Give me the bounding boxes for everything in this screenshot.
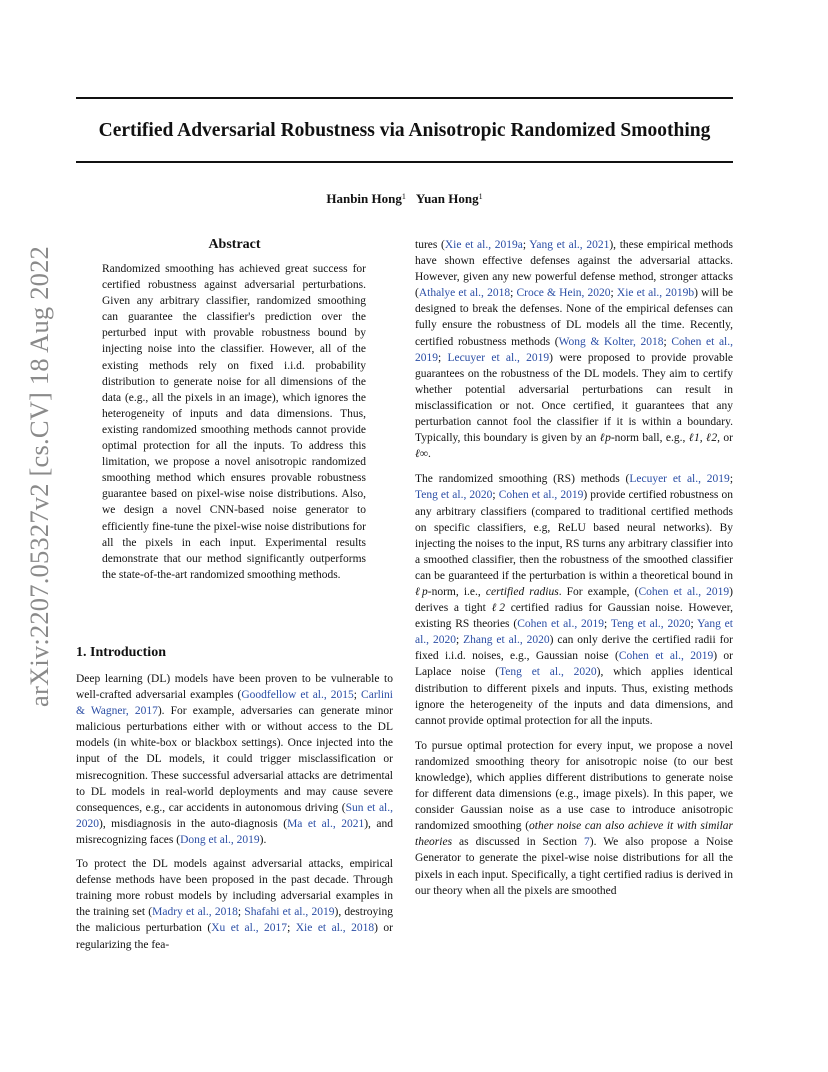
paragraph: Deep learning (DL) models have been proven to be vulnerable to well-crafted adversarial examples (Goodfellow et al., 2015; Carlini & Wagner, 2017). For example, adversaries can generate minor malicious perturbations either with or without access to the DL models (in white-box or blackbox settings). Once injected into the input of the DL models, it could trigger misclassification or misrecognition. These successful adversarial attacks are detrimental to DL models in real-world deployments and may cause severe consequences, e.g., car accidents in autonomous driving (Sun et al., 2020), misdiagnosis in the auto-diagnosis (Ma et al., 2021), and misrecognizing faces (Dong et al., 2019). <box>76 673 394 846</box>
paragraph: To protect the DL models against adversarial attacks, empirical defense methods have been proposed in the past decade. Through training more robust models by including adversarial examples in the training set (Madry et al., 2018; Shafahi et al., 2019), destroying the malicious perturbation (Xu et al., 2017; Xie et al., 2018) or regularizing the fea- <box>76 858 394 951</box>
section-heading-introduction: 1. Introduction <box>76 645 166 660</box>
section-link[interactable]: 7 <box>584 836 590 849</box>
citation-link[interactable]: Cohen et al., 2019 <box>498 489 584 502</box>
emphasis-text: certified radius <box>485 585 559 598</box>
citation-link[interactable]: Teng et al., 2020 <box>415 489 493 502</box>
paragraph: The randomized smoothing (RS) methods (Lecuyer et al., 2019; Teng et al., 2020; Cohen et al., 2019) provide certified robustness on any arbitrary classifiers (compared to traditional certified methods on specific classifiers, e.g, ReLU based neural networks). By injecting the noises to the input, RS turns any arbitrary classifier into a smoothed classifier, then the robustness of the smoothed classifier can be guaranteed if the perturbation is within a theoretical bound in ℓp-norm, i.e., certified radius. For example, (Cohen et al., 2019) derives a tight ℓ2 certified radius for Gaussian noise. However, existing RS theories (Cohen et al., 2019; Teng et al., 2020; Yang et al., 2020; Zhang et al., 2020) can only derive the certified radii for fixed i.i.d. noises, e.g., Gaussian noise (Cohen et al., 2019) or Laplace noise (Teng et al., 2020), which applies identical distribution to different pixels and inputs. Thus, existing methods ignore the heterogeneity of the inputs and data dimensions, and cannot provide optimal protection for all the inputs. <box>415 473 734 727</box>
citation-link[interactable]: Lecuyer et al., 2019 <box>629 473 730 486</box>
citation-link[interactable]: Xie et al., 2018 <box>295 922 375 935</box>
math-symbol: ℓ1, ℓ2 <box>688 432 718 445</box>
citation-link[interactable]: Teng et al., 2020 <box>610 618 691 631</box>
citation-link[interactable]: Athalye et al., 2018 <box>418 287 511 300</box>
arxiv-stamp <box>17 245 62 707</box>
math-symbol: ℓ2 <box>491 602 505 615</box>
right-column <box>415 237 733 899</box>
left-column <box>76 671 393 953</box>
math-symbol: ℓp <box>599 432 611 445</box>
arxiv-id: arXiv:2207.05327v2 [cs.CV] 18 Aug 2022 <box>24 245 55 707</box>
citation-link[interactable]: Lecuyer et al., 2019 <box>447 351 550 364</box>
citation-link[interactable]: Xu et al., 2017 <box>211 922 288 935</box>
citation-link[interactable]: Madry et al., 2018 <box>152 906 238 919</box>
math-symbol: ℓp <box>415 585 428 598</box>
citation-link[interactable]: Dong et al., 2019 <box>180 833 260 846</box>
author-affiliation: 1 <box>401 192 406 201</box>
citation-link[interactable]: Wong & Kolter, 2018 <box>558 335 664 348</box>
author-affiliation: 1 <box>478 192 483 201</box>
emphasis-text: other noise can also achieve it with similar theories <box>415 820 733 849</box>
top-rule <box>76 97 733 99</box>
abstract-heading: Abstract <box>208 237 261 252</box>
author-name: Yuan Hong <box>415 191 479 206</box>
citation-link[interactable]: Xie et al., 2019b <box>616 287 695 300</box>
citation-link[interactable]: Teng et al., 2020 <box>499 666 597 679</box>
abstract-body: Randomized smoothing has achieved great success for certified robustness against adversarial perturbations. Given any arbitrary classifier, randomized smoothing can guarantee the classifier's prediction over the perturbed input with provable robustness bound by injecting noise into the classifier. However, all of the existing methods rely on fixed i.i.d. probability distribution to generate noise for all dimensions of the data (e.g., all the pixels in an image), which ignores the heterogeneity of inputs and data dimensions. Thus, existing randomized smoothing methods cannot provide optimal protection for all the inputs. To address this limitation, we propose a novel anisotropic randomized smoothing method which ensures provable robustness guarantee based on pixel-wise noise distributions. Also, we design a novel CNN-based noise generator to efficiently fine-tune the pixel-wise noise distributions for all the pixels in each input. Experimental results demonstrate that our method significantly outperforms the state-of-the-art randomized smoothing methods. <box>102 263 366 581</box>
author-name: Hanbin Hong <box>326 191 402 206</box>
citation-link[interactable]: Carlini & Wagner, 2017 <box>76 689 393 718</box>
author-list <box>76 190 733 208</box>
citation-link[interactable]: Cohen et al., 2019 <box>415 335 733 364</box>
math-symbol: ℓ∞ <box>415 448 428 461</box>
citation-link[interactable]: Cohen et al., 2019 <box>517 618 605 631</box>
paper-title: Certified Adversarial Robustness via Anisotropic Randomized Smoothing <box>98 120 711 141</box>
paragraph: To pursue optimal protection for every input, we propose a novel randomized smoothing theory for anisotropic noise (to our best knowledge), which applies different distributions to generate noise for different data dimensions (e.g., image pixels). In this paper, we consider Gaussian noise as a use case to introduce anisotropic randomized smoothing (other noise can also achieve it with similar theories as discussed in Section 7). We also propose a Noise Generator to generate the pixel-wise noise distributions for all the pixels in each input. Specifically, a tight certified radius is derived in our theory when all the pixels are smoothed <box>415 739 733 897</box>
paragraph: tures (Xie et al., 2019a; Yang et al., 2021), these empirical methods have shown effective defenses against the adversarial attacks. However, given any new powerful defense method, stronger attacks (Athalye et al., 2018; Croce & Hein, 2020; Xie et al., 2019b) will be designed to break the defenses. None of the empirical defenses can fully ensure the robustness of DL models all the time. Recently, certified robustness methods (Wong & Kolter, 2018; Cohen et al., 2019; Lecuyer et al., 2019) were proposed to provide provable guarantees on the robustness of the DL models. They aim to certify whether potential adversarial perturbations can result in misclassification or not. Once certified, it guarantees that any perturbation cannot fool the classifier if it is within a boundary. Typically, this boundary is given by an ℓp-norm ball, e.g., ℓ1, ℓ2, or ℓ∞. <box>415 239 734 461</box>
citation-link[interactable]: Shafahi et al., 2019 <box>244 906 335 919</box>
citation-link[interactable]: Croce & Hein, 2020 <box>516 287 611 300</box>
citation-link[interactable]: Yang et al., 2020 <box>415 618 733 647</box>
citation-link[interactable]: Xie et al., 2019a <box>444 239 523 251</box>
citation-link[interactable]: Sun et al., 2020 <box>76 801 393 830</box>
citation-link[interactable]: Yang et al., 2021 <box>529 239 610 251</box>
citation-link[interactable]: Zhang et al., 2020 <box>463 634 550 647</box>
citation-link[interactable]: Goodfellow et al., 2015 <box>241 689 354 702</box>
citation-link[interactable]: Cohen et al., 2019 <box>638 585 730 598</box>
bottom-rule <box>76 161 733 163</box>
citation-link[interactable]: Cohen et al., 2019 <box>618 650 714 663</box>
citation-link[interactable]: Ma et al., 2021 <box>287 817 365 830</box>
